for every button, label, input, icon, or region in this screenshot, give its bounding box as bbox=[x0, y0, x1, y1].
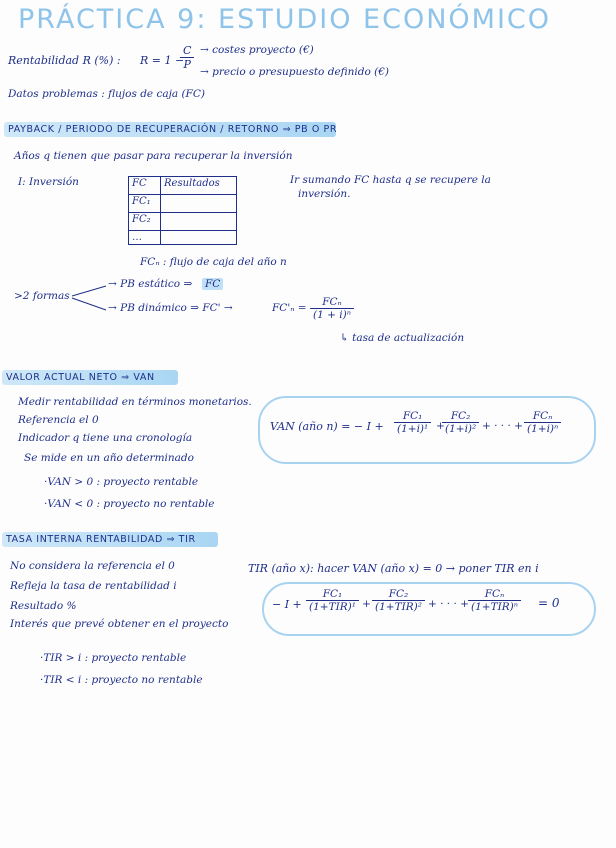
tir-rule: TIR (año x): hacer VAN (año x) = 0 → poner TIR en i bbox=[248, 562, 539, 575]
fc-prime-lhs: FC'ₙ = bbox=[272, 302, 307, 314]
tir-formula-lhs: − I + bbox=[272, 598, 302, 611]
payback-heading: PAYBACK / PERIODO DE RECUPERACIÓN / RETORNO ⇒ PB O PR bbox=[8, 124, 338, 135]
tir-term-1 bbox=[306, 588, 359, 613]
tir-plus: + bbox=[362, 598, 371, 610]
tir-term-1-den: (1+TIR)¹ bbox=[309, 601, 356, 613]
van-term-n bbox=[524, 410, 561, 435]
tir-term-n-den: (1+TIR)ⁿ bbox=[471, 601, 518, 613]
van-line-4: Se mide en un año determinado bbox=[24, 452, 194, 464]
van-plus: + bbox=[436, 420, 445, 432]
pb-dinamico: → PB dinámico ⇒ FC' → bbox=[108, 302, 233, 314]
payback-note-line2: inversión. bbox=[298, 188, 351, 200]
van-line-2: Referencia el 0 bbox=[18, 414, 99, 426]
tir-term-n-num: FCₙ bbox=[468, 588, 521, 601]
table-head-resultados: Resultados bbox=[160, 176, 237, 195]
van-term-1-den: (1+i)¹ bbox=[397, 423, 429, 435]
rentabilidad-fraction bbox=[180, 44, 194, 71]
tir-dots: + · · · + bbox=[428, 598, 469, 610]
rentabilidad-arrow-precio: → precio o presupuesto definido (€) bbox=[200, 66, 390, 78]
van-dots: + · · · + bbox=[482, 420, 523, 432]
van-term-n-num: FCₙ bbox=[524, 410, 561, 423]
van-term-1-num: FC₁ bbox=[394, 410, 431, 423]
payback-description: Años q tienen que pasar para recuperar la inversión bbox=[14, 150, 293, 162]
van-formula-lhs: VAN (año n) = − I + bbox=[270, 420, 384, 433]
table-row-fc2: FC₂ bbox=[128, 212, 161, 231]
formas-branch-arrows bbox=[70, 284, 110, 314]
payback-fcn-definition: FCₙ : flujo de caja del año n bbox=[140, 256, 287, 268]
payback-note-line1: Ir sumando FC hasta q se recupere la bbox=[290, 174, 491, 186]
pb-estatico-fc-highlight: FC bbox=[202, 278, 223, 290]
van-term-2-den: (1+i)² bbox=[445, 423, 477, 435]
tir-bullet-negative: ·TIR < i : proyecto no rentable bbox=[40, 674, 203, 686]
table-head-fc: FC bbox=[128, 176, 161, 195]
van-term-2-num: FC₂ bbox=[442, 410, 479, 423]
van-term-n-den: (1+i)ⁿ bbox=[527, 423, 559, 435]
pb-estatico-fc bbox=[202, 278, 223, 290]
tir-term-1-num: FC₁ bbox=[306, 588, 359, 601]
tir-line-2: Refleja la tasa de rentabilidad i bbox=[10, 580, 177, 592]
tir-equals-zero: = 0 bbox=[538, 596, 560, 610]
tir-line-1: No considera la referencia el 0 bbox=[10, 560, 175, 572]
pb-estatico: → PB estático ⇒ bbox=[108, 278, 193, 290]
tir-heading: TASA INTERNA RENTABILIDAD ⇒ TIR bbox=[6, 534, 196, 545]
table-cell-empty bbox=[160, 194, 237, 213]
rentabilidad-arrow-costes: → costes proyecto (€) bbox=[200, 44, 314, 56]
payback-inversion: I: Inversión bbox=[18, 176, 79, 188]
van-line-1: Medir rentabilidad en términos monetarios. bbox=[18, 396, 252, 408]
fc-prime-denominator: (1 + i)ⁿ bbox=[313, 309, 351, 321]
tir-term-2-den: (1+TIR)² bbox=[375, 601, 422, 613]
van-bullet-negative: ·VAN < 0 : proyecto no rentable bbox=[44, 498, 215, 510]
tasa-actualizacion: ↳ tasa de actualización bbox=[340, 332, 465, 344]
tir-line-3: Resultado % bbox=[10, 600, 77, 612]
rentabilidad-denominator: P bbox=[183, 58, 191, 71]
van-heading: VALOR ACTUAL NETO ⇒ VAN bbox=[6, 372, 155, 383]
table-cell-empty bbox=[160, 212, 237, 231]
van-bullet-positive: ·VAN > 0 : proyecto rentable bbox=[44, 476, 199, 488]
tir-term-n bbox=[468, 588, 521, 613]
van-term-1 bbox=[394, 410, 431, 435]
fc-prime-fraction bbox=[310, 296, 354, 321]
rentabilidad-formula-lhs: R = 1 − bbox=[140, 54, 185, 67]
van-line-3: Indicador q tiene una cronología bbox=[18, 432, 193, 444]
payback-formas: >2 formas bbox=[14, 290, 70, 302]
tir-line-4: Interés que prevé obtener en el proyecto bbox=[10, 618, 229, 630]
tir-term-2 bbox=[372, 588, 425, 613]
fc-prime-numerator: FCₙ bbox=[310, 296, 354, 309]
datos-problemas: Datos problemas : flujos de caja (FC) bbox=[8, 88, 205, 100]
rentabilidad-label: Rentabilidad R (%) : bbox=[8, 54, 121, 67]
table-row-dots: … bbox=[128, 230, 161, 245]
tir-term-2-num: FC₂ bbox=[372, 588, 425, 601]
page-title: PRÁCTICA 9: ESTUDIO ECONÓMICO bbox=[18, 4, 552, 35]
rentabilidad-numerator: C bbox=[180, 44, 194, 58]
van-term-2 bbox=[442, 410, 479, 435]
tir-bullet-positive: ·TIR > i : proyecto rentable bbox=[40, 652, 187, 664]
table-row-fc1: FC₁ bbox=[128, 194, 161, 213]
table-cell-empty bbox=[160, 230, 237, 245]
